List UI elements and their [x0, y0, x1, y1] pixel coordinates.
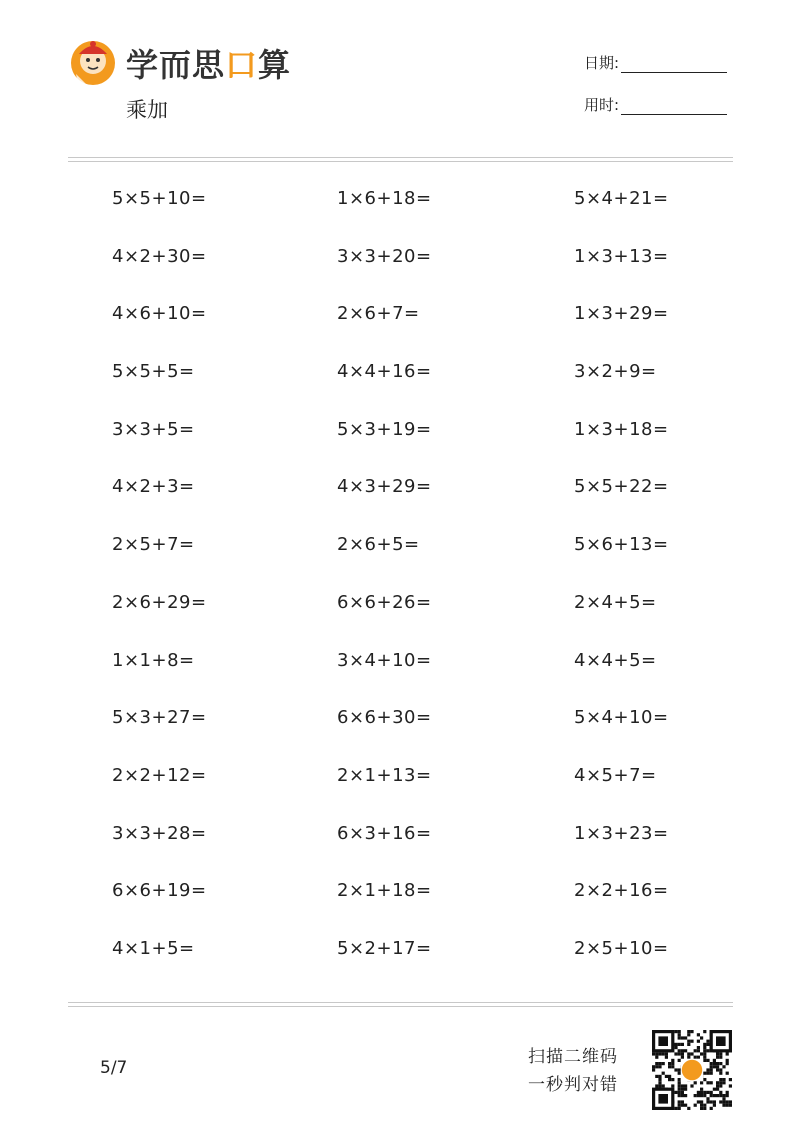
problem-item: 4×1+5= [112, 937, 195, 959]
problem-item: 1×1+8= [112, 649, 195, 671]
scan-line-2: 一秒判对错 [528, 1075, 618, 1095]
problem-item: 5×4+21= [574, 188, 669, 209]
monkey-mascot-logo-icon [68, 36, 118, 86]
problem-item: 2×2+12= [112, 764, 207, 786]
worksheet-title: 乘加 [126, 98, 168, 122]
problem-row [112, 938, 732, 996]
problem-item: 2×6+7= [337, 303, 420, 325]
problem-item: 3×3+5= [112, 418, 195, 440]
problem-item: 2×1+18= [337, 880, 432, 902]
problem-row [112, 880, 732, 938]
problem-item: 4×5+7= [574, 764, 657, 786]
problem-item: 4×2+3= [112, 476, 195, 498]
problem-grid [112, 188, 732, 996]
qr-code-icon[interactable] [652, 1030, 732, 1110]
problem-item: 1×3+13= [574, 245, 669, 267]
date-blank-line[interactable] [621, 58, 727, 73]
problem-item: 5×3+27= [112, 707, 207, 729]
problem-item: 5×2+17= [337, 937, 432, 959]
problem-item: 1×3+18= [574, 418, 669, 440]
problem-row [112, 650, 732, 708]
problem-item: 6×6+26= [337, 591, 432, 613]
scan-instructions [528, 1043, 618, 1099]
problem-item: 2×5+10= [574, 937, 669, 959]
problem-item: 2×6+29= [112, 591, 207, 613]
problem-item: 1×6+18= [337, 188, 432, 209]
problem-item: 3×3+28= [112, 822, 207, 844]
problem-item: 4×3+29= [337, 476, 432, 498]
problem-item: 2×1+13= [337, 764, 432, 786]
scan-line-1: 扫描二维码 [528, 1047, 618, 1067]
problem-item: 2×6+5= [337, 534, 420, 556]
problem-row [112, 303, 732, 361]
brand-highlight: 口 [225, 46, 259, 84]
problem-item: 3×3+20= [337, 245, 432, 267]
worksheet-header [0, 0, 800, 160]
problem-row [112, 476, 732, 534]
problem-item: 5×6+13= [574, 534, 669, 556]
problem-item: 5×4+10= [574, 707, 669, 729]
problem-item: 5×5+10= [112, 188, 207, 209]
page-number: 5/7 [100, 1058, 128, 1078]
problem-row [112, 707, 732, 765]
problem-item: 5×5+22= [574, 476, 669, 498]
problem-item: 3×2+9= [574, 361, 657, 383]
problem-item: 4×2+30= [112, 245, 207, 267]
problem-row [112, 765, 732, 823]
problem-row [112, 592, 732, 650]
problem-item: 4×6+10= [112, 303, 207, 325]
date-field[interactable]: 日期: [584, 52, 727, 73]
problem-row [112, 188, 732, 246]
problem-item: 6×3+16= [337, 822, 432, 844]
problem-row [112, 246, 732, 304]
problem-item: 2×5+7= [112, 534, 195, 556]
problem-item: 2×2+16= [574, 880, 669, 902]
problem-item: 6×6+30= [337, 707, 432, 729]
problem-row [112, 534, 732, 592]
problem-item: 4×4+5= [574, 649, 657, 671]
problem-item: 2×4+5= [574, 591, 657, 613]
problem-item: 4×4+16= [337, 361, 432, 383]
time-field[interactable]: 用时: [584, 94, 727, 115]
problem-item: 5×5+5= [112, 361, 195, 383]
problem-row [112, 823, 732, 881]
bottom-divider [68, 1002, 733, 1007]
problem-item: 1×3+29= [574, 303, 669, 325]
brand-name: 学而思口算 [126, 46, 292, 84]
problem-item: 5×3+19= [337, 418, 432, 440]
problem-item: 1×3+23= [574, 822, 669, 844]
problem-row [112, 419, 732, 477]
problem-row [112, 361, 732, 419]
problem-item: 6×6+19= [112, 880, 207, 902]
top-divider [68, 157, 733, 162]
problem-item: 3×4+10= [337, 649, 432, 671]
time-blank-line[interactable] [621, 100, 727, 115]
